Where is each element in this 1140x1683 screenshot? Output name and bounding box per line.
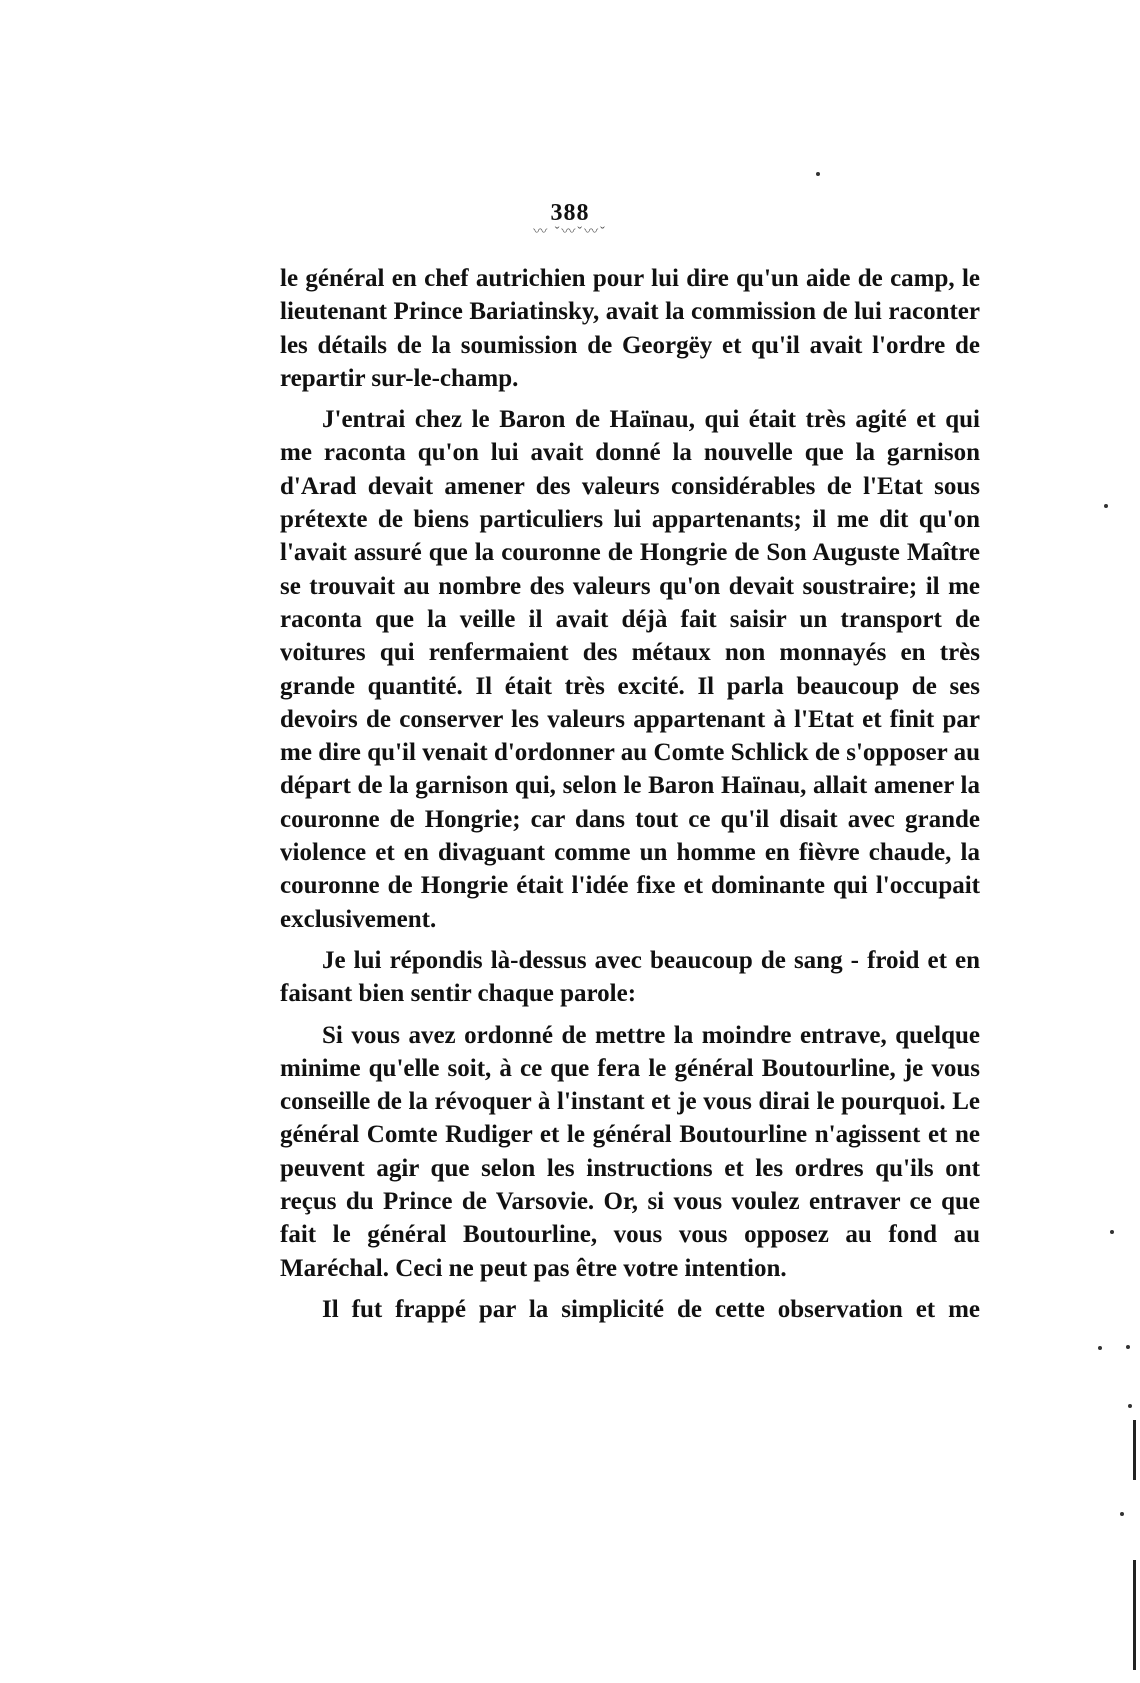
paragraph-continuation: le général en chef autrichien pour lui dire qu'un aide de camp, le lieutenant Prince Bariatinsky, avait la commission de lui raconter les détails de la soumission de Georgëy et qu'il avait l'ordre de repartir sur-le-champ. bbox=[280, 265, 980, 392]
scan-speck bbox=[1104, 504, 1108, 508]
page-number-ornament: 〰 ˇ〰ˇ〰ˇ bbox=[533, 225, 607, 240]
scan-speck bbox=[1128, 1404, 1132, 1408]
scan-speck bbox=[1110, 1230, 1114, 1234]
scan-speck bbox=[1098, 1346, 1102, 1350]
scan-speck bbox=[1120, 1512, 1124, 1516]
paragraph: Si vous avez ordonné de mettre la moindre entrave, quelque minime qu'elle soit, à ce que fera le général Boutourline, je vous conseille de la révoquer à l'instant et je vous dirai le pourquoi. Le général Comte Rudiger et le général Boutourline n'agissent et ne peuvent agir que selon les instructions et les ordres qu'ils ont reçus du Prince de Varsovie. Or, si vous voulez entraver ce que fait le général Boutourline, vous vous opposez au fond au Maréchal. Ceci ne peut pas être votre intention. bbox=[280, 1021, 980, 1282]
body-text bbox=[280, 262, 980, 1334]
scan-speck bbox=[1126, 1345, 1130, 1349]
scan-speck bbox=[816, 172, 820, 176]
page-edge-mark bbox=[1133, 1420, 1136, 1480]
paragraph: J'entrai chez le Baron de Haïnau, qui était très agité et qui me raconta qu'on lui avait donné la nouvelle que la garnison d'Arad devait amener des valeurs considérables de l'Etat sous prétexte de biens particuliers lui appartenants; il me dit qu'on l'avait assuré que la couronne de Hongrie de Son Auguste Maître se trouvait au nombre des valeurs qu'on devait soustraire; il me raconta que la veille il avait déjà fait saisir un transport de voitures qui renfermaient des métaux non monnayés en très grande quantité. Il était très excité. Il parla beaucoup de ses devoirs de conserver les valeurs appartenant à l'Etat et finit par me dire qu'il venait d'ordonner au Comte Schlick de s'opposer au départ de la garnison qui, selon le Baron Haïnau, allait amener la couronne de Hongrie; car dans tout ce qu'il disait avec grande violence et en divaguant comme un homme en fièvre chaude, la couronne de Hongrie était l'idée fixe et dominante qui l'occupait exclusivement. bbox=[280, 406, 980, 933]
page-number: 388 bbox=[550, 200, 590, 226]
paragraph-fragment: Il fut frappé par la simplicité de cette observation et me bbox=[322, 1295, 980, 1323]
page-edge-mark bbox=[1133, 1560, 1136, 1670]
paragraph: Je lui répondis là-dessus avec beaucoup de sang - froid et en faisant bien sentir chaque parole: bbox=[280, 946, 980, 1008]
